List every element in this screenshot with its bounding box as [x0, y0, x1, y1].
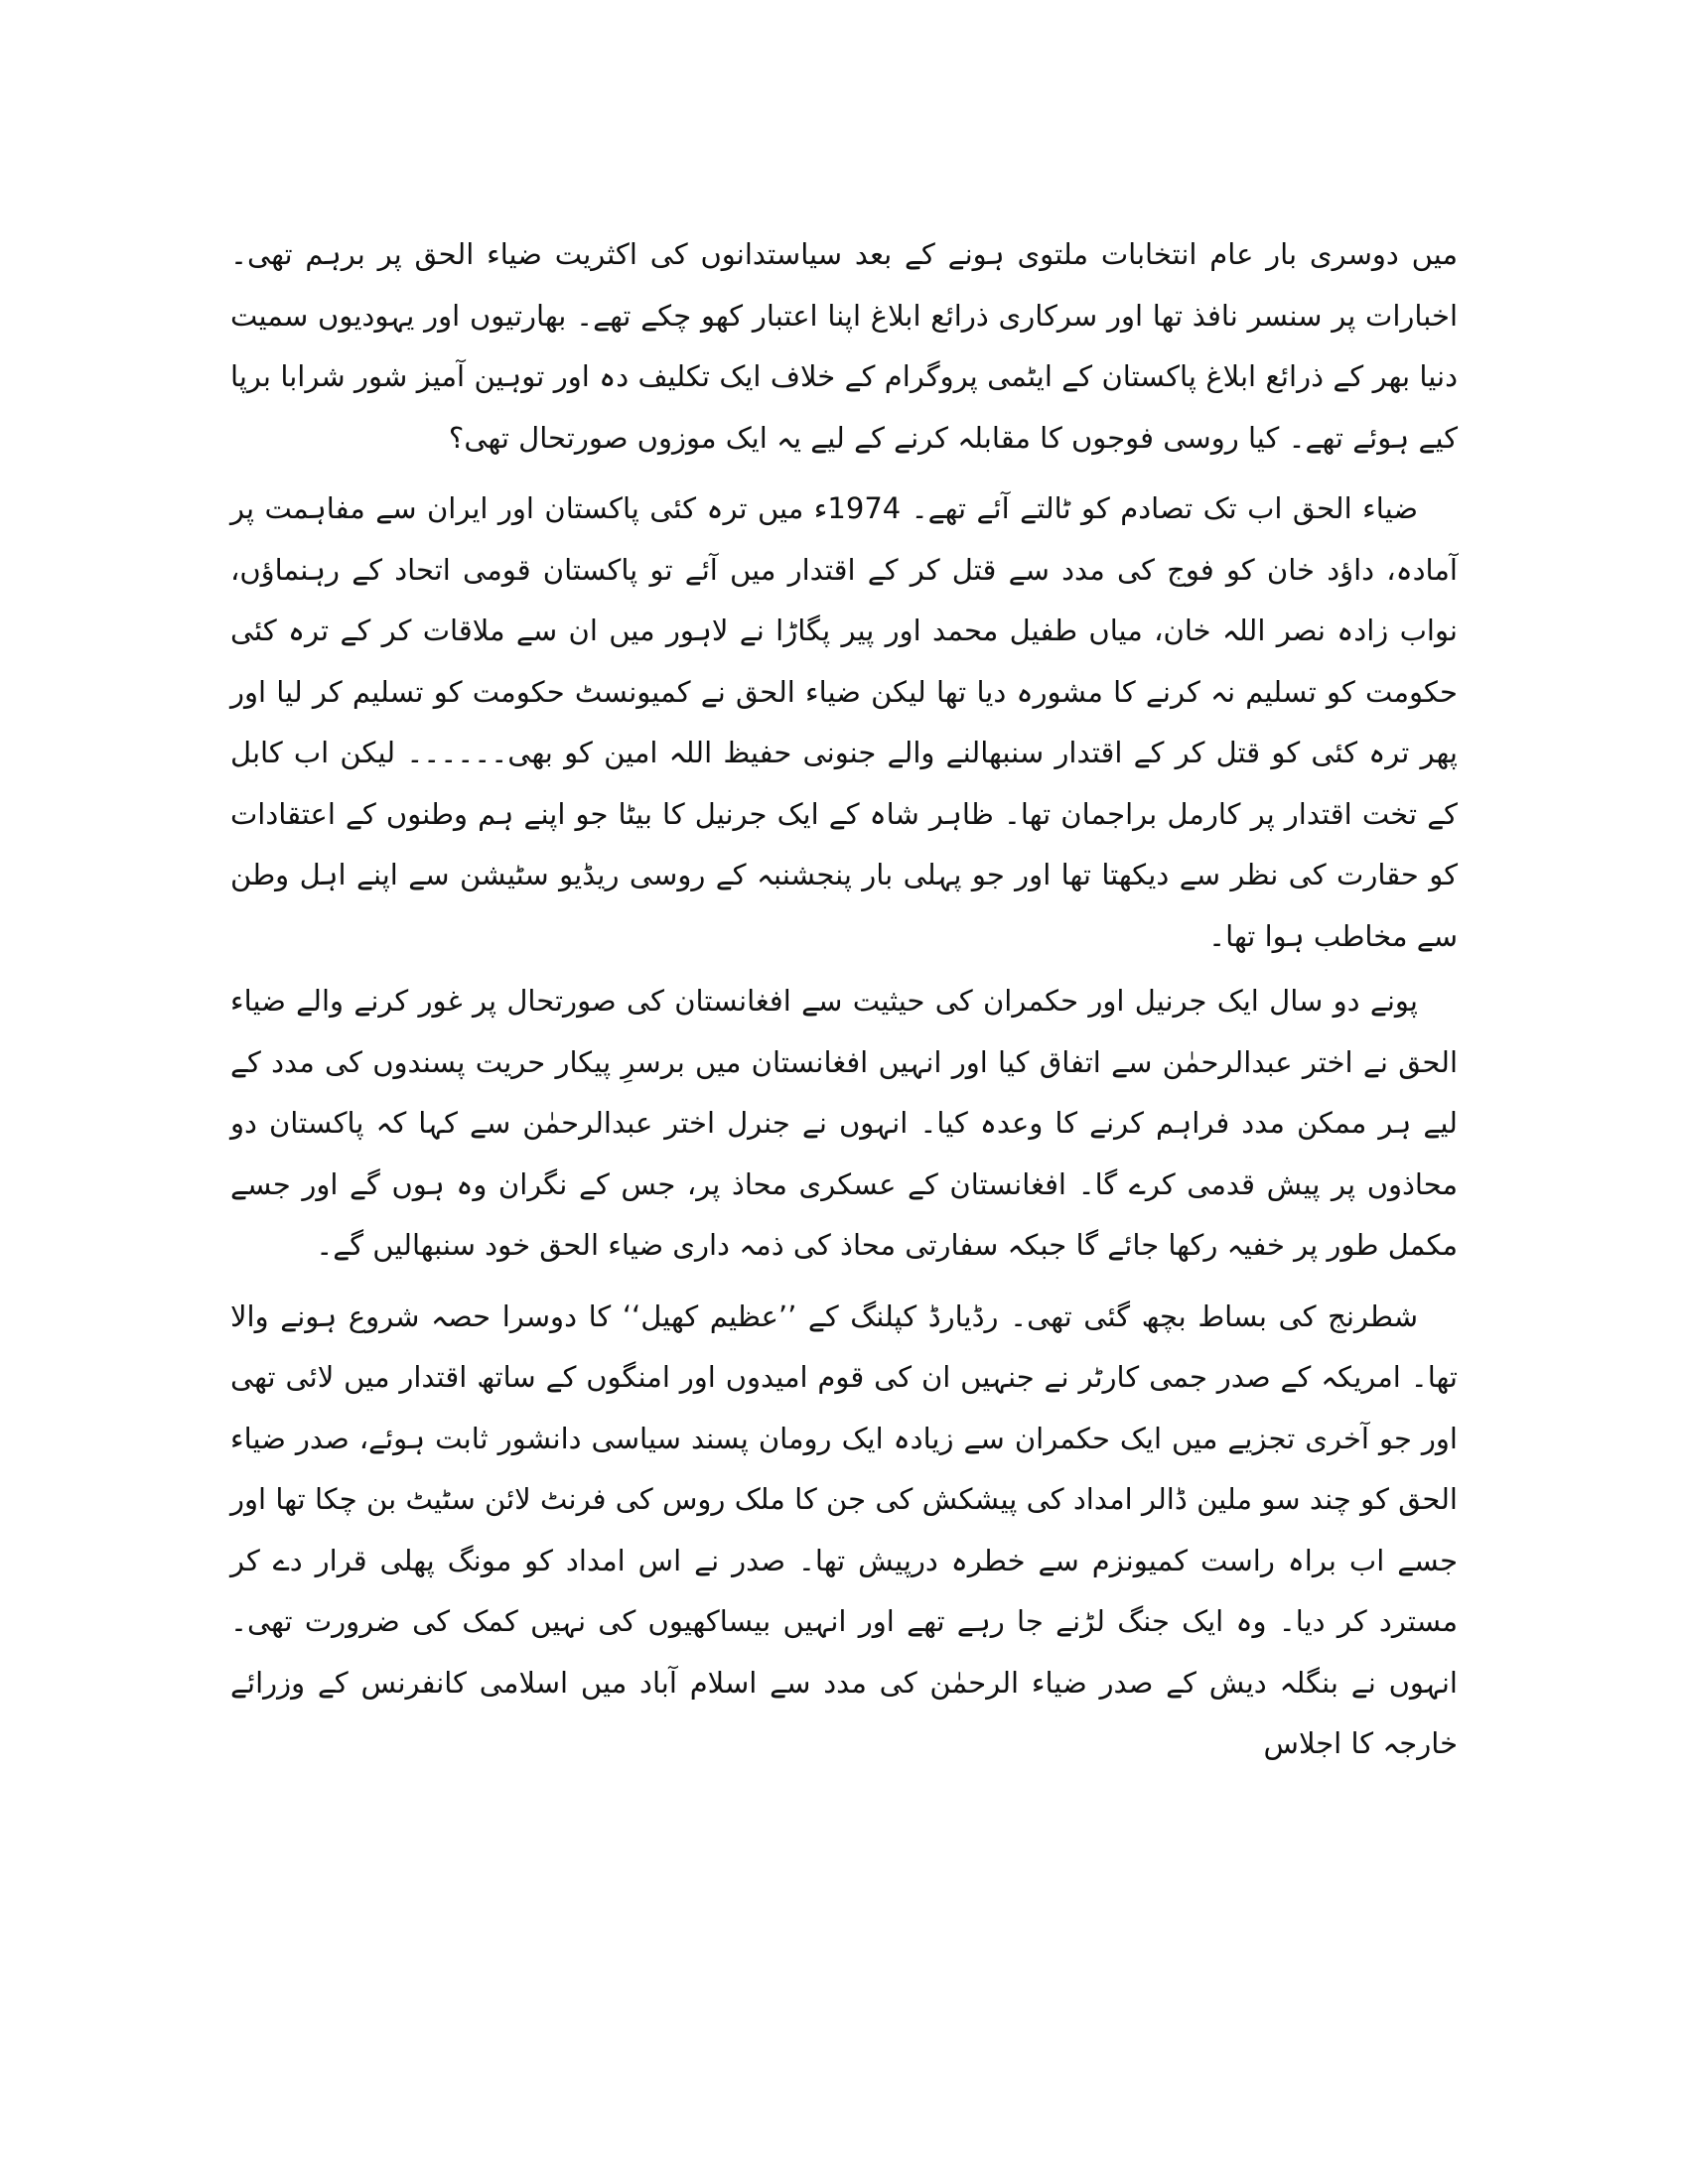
paragraph-1: میں دوسری بار عام انتخابات ملتوی ہونے کے بعد سیاستدانوں کی اکثریت ضیاء الحق پر برہم تھی۔ اخبارات پر سنسر نافذ تھا اور سرکاری ذرائع ابلاغ اپنا اعتبار کھو چکے تھے۔ بھارتیوں اور یہودیوں سمیت دنیا بھر کے ذرائع ابلاغ پاکستان کے ایٹمی پروگرام کے خلاف ایک تکلیف دہ اور توہین آمیز شور شرابا برپا کیے ہوئے تھے۔ کیا روسی فوجوں کا مقابلہ کرنے کے لیے یہ ایک موزوں صورتحال تھی؟ — [230, 237, 1458, 455]
paragraph-3: پونے دو سال ایک جرنیل اور حکمران کی حیثیت سے افغانستان کی صورتحال پر غور کرنے والے ضیاء الحق نے اختر عبدالرحمٰن سے اتفاق کیا اور انہیں افغانستان میں برسرِ پیکار حریت پسندوں کی مدد کے لیے ہر ممکن مدد فراہم کرنے کا وعدہ کیا۔ انہوں نے جنرل اختر عبدالرحمٰن سے کہا کہ پاکستان دو محاذوں پر پیش قدمی کرے گا۔ افغانستان کے عسکری محاذ پر، جس کے نگران وہ ہوں گے اور جسے مکمل طور پر خفیہ رکھا جائے گا جبکہ سفارتی محاذ کی ذمہ داری ضیاء الحق خود سنبھالیں گے۔ — [230, 984, 1458, 1262]
body-text — [230, 224, 1458, 1775]
paragraph-4: شطرنج کی بساط بچھ گئی تھی۔ رڈیارڈ کپلنگ کے ’’عظیم کھیل‘‘ کا دوسرا حصہ شروع ہونے والا تھا۔ امریکہ کے صدر جمی کارٹر نے جنہیں ان کی قوم امیدوں اور امنگوں کے ساتھ اقتدار میں لائی تھی اور جو آخری تجزیے میں ایک حکمران سے زیادہ ایک رومان پسند سیاسی دانشور ثابت ہوئے، صدر ضیاء الحق کو چند سو ملین ڈالر امداد کی پیشکش کی جن کا ملک روس کی فرنٹ لائن سٹیٹ بن چکا تھا اور جسے اب براہ راست کمیونزم سے خطرہ درپیش تھا۔ صدر نے اس امداد کو مونگ پھلی قرار دے کر مسترد کر دیا۔ وہ ایک جنگ لڑنے جا رہے تھے اور انہیں بیساکھیوں کی نہیں کمک کی ضرورت تھی۔ انہوں نے بنگلہ دیش کے صدر ضیاء الرحمٰن کی مدد سے اسلام آباد میں اسلامی کانفرنس کے وزرائے خارجہ کا اجلاس — [230, 1298, 1458, 1760]
paragraph-2: ضیاء الحق اب تک تصادم کو ٹالتے آئے تھے۔ 1974ء میں ترہ کئی پاکستان اور ایران سے مفاہمت پر آمادہ، داؤد خان کو فوج کی مدد سے قتل کر کے اقتدار میں آئے تو پاکستان قومی اتحاد کے رہنماؤں، نواب زادہ نصر اللہ خان، میاں طفیل محمد اور پیر پگاڑا نے لاہور میں ان سے ملاقات کر کے ترہ کئی حکومت کو تسلیم نہ کرنے کا مشورہ دیا تھا لیکن ضیاء الحق نے کمیونسٹ حکومت کو تسلیم کر لیا اور پھر ترہ کئی کو قتل کر کے اقتدار سنبھالنے والے جنونی حفیظ اللہ امین کو بھی۔۔۔۔۔۔ لیکن اب کابل کے تخت اقتدار پر کارمل براجمان تھا۔ ظاہر شاہ کے ایک جرنیل کا بیٹا جو اپنے ہم وطنوں کے اعتقادات کو حقارت کی نظر سے دیکھتا تھا اور جو پہلی بار پنجشنبہ کے روسی ریڈیو سٹیشن سے اپنے اہل وطن سے مخاطب ہوا تھا۔ — [230, 491, 1458, 953]
